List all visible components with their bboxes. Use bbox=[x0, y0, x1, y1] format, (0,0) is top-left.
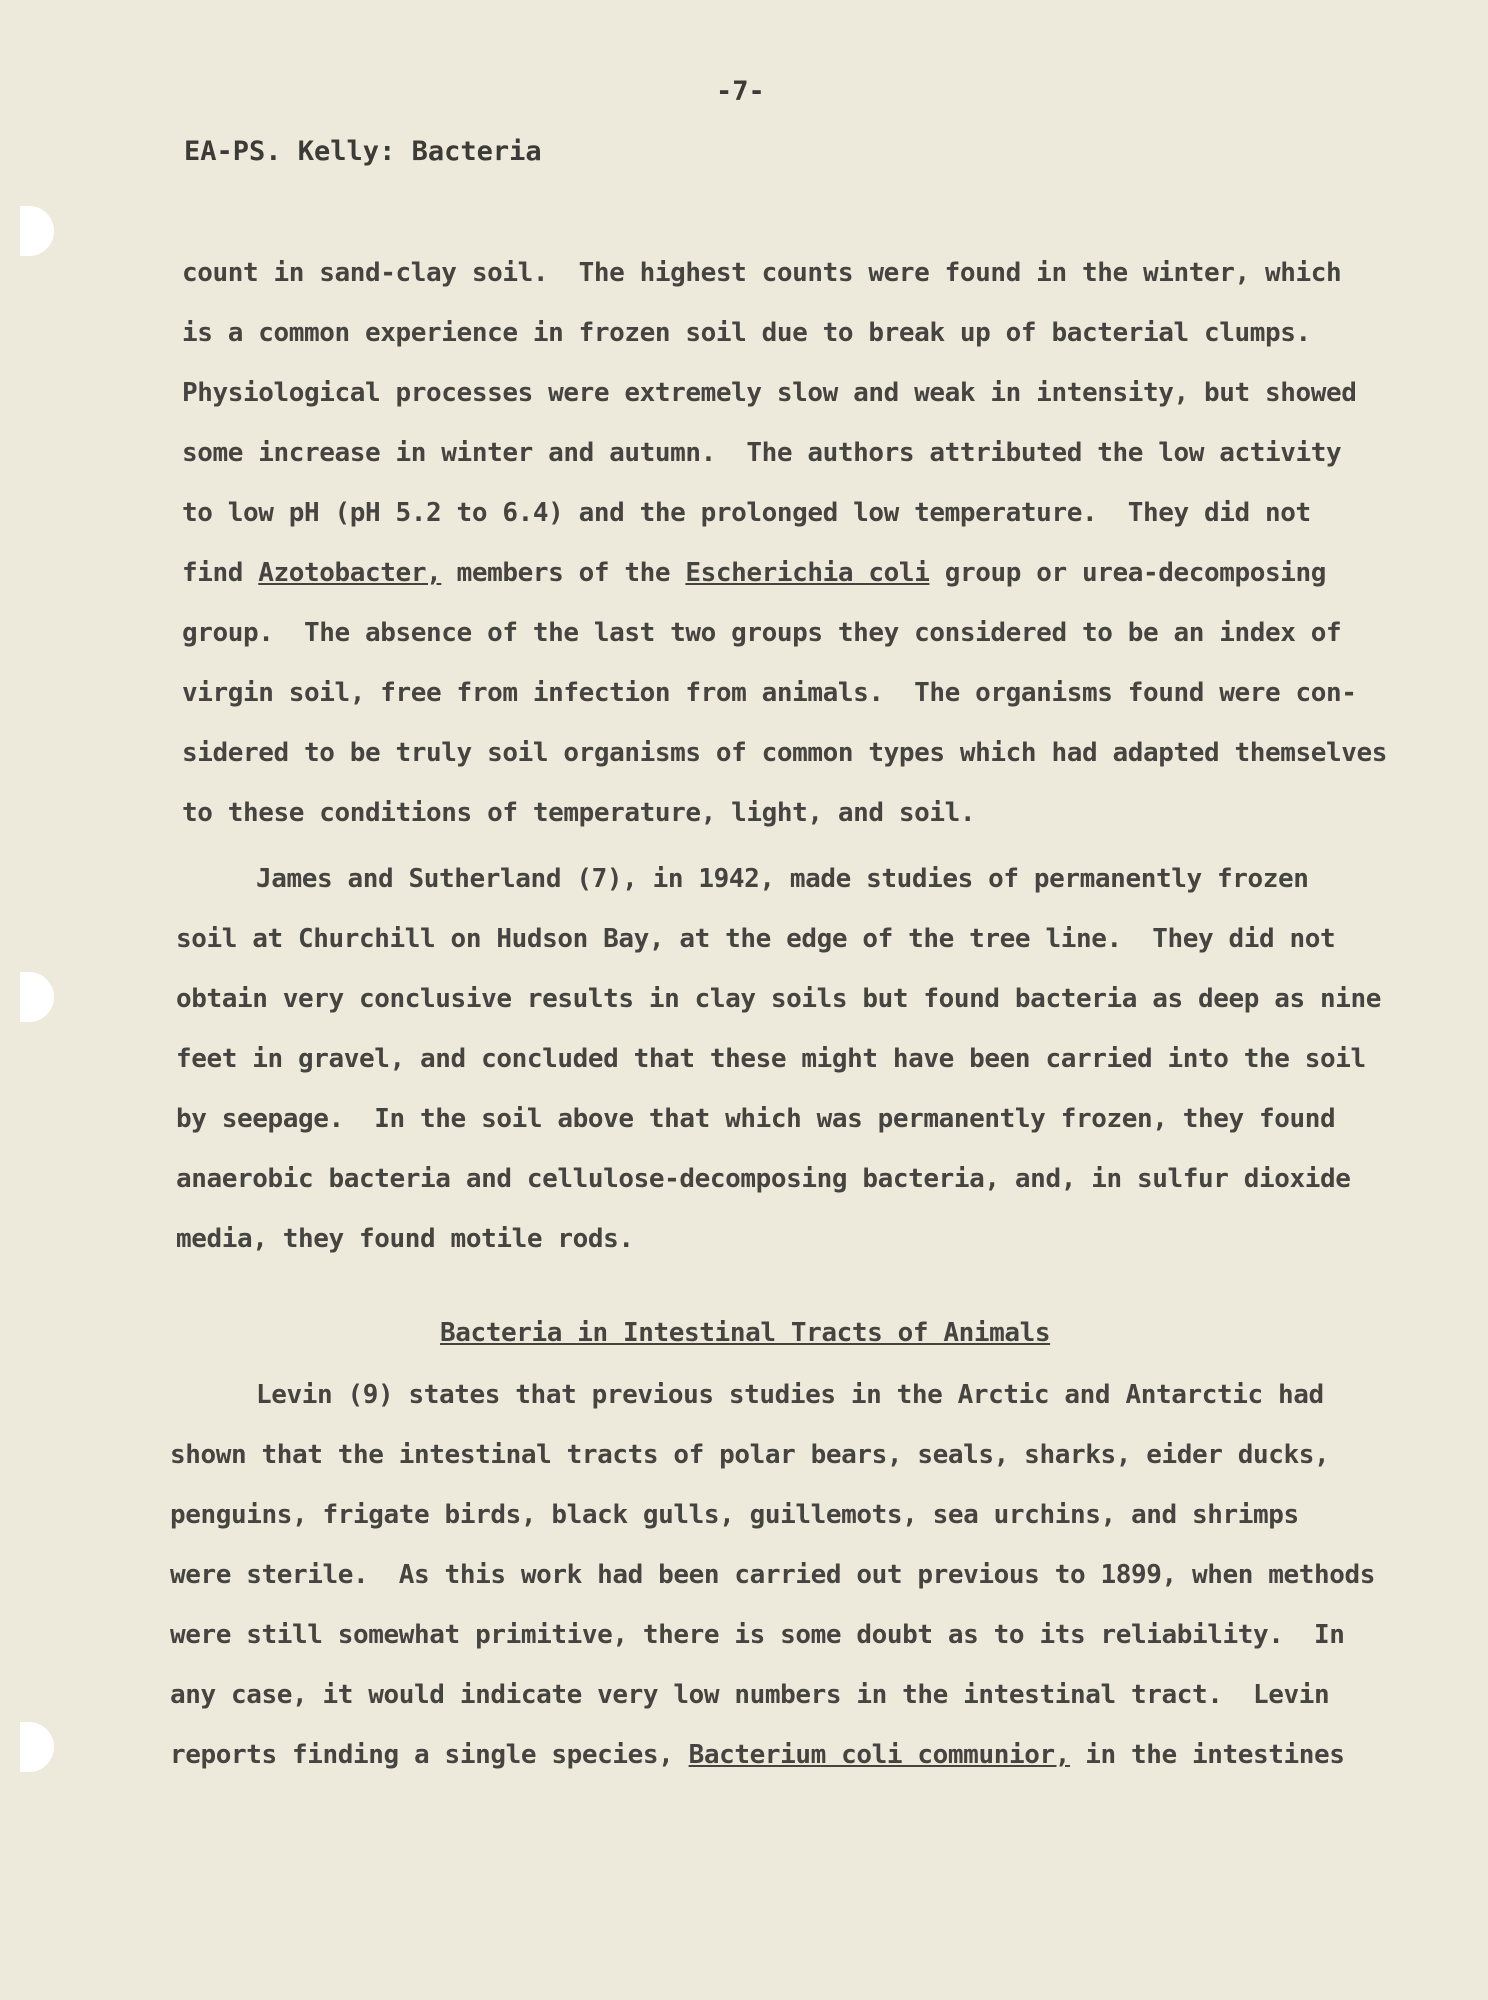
page-number: -7- bbox=[716, 76, 765, 107]
section-heading: Bacteria in Intestinal Tracts of Animals bbox=[440, 1318, 1051, 1348]
text-line: penguins, frigate birds, black gulls, guillemots, sea urchins, and shrimps bbox=[170, 1500, 1299, 1530]
taxon-name: Azotobacter, bbox=[258, 558, 442, 588]
text-run: find bbox=[182, 558, 259, 588]
text-line: James and Sutherland (7), in 1942, made studies of permanently frozen bbox=[256, 864, 1309, 894]
text-line: shown that the intestinal tracts of polar bears, seals, sharks, eider ducks, bbox=[170, 1440, 1330, 1470]
text-line: any case, it would indicate very low numbers in the intestinal tract. Levin bbox=[170, 1680, 1330, 1710]
text-run: in the intestines bbox=[1069, 1740, 1345, 1770]
text-line: feet in gravel, and concluded that these might have been carried into the soil bbox=[176, 1044, 1366, 1074]
text-line: sidered to be truly soil organisms of common types which had adapted themselves bbox=[182, 738, 1388, 768]
taxon-name: Escherichia coli bbox=[685, 558, 930, 588]
text-line: by seepage. In the soil above that which was permanently frozen, they found bbox=[176, 1104, 1336, 1134]
punch-hole bbox=[20, 972, 54, 1022]
text-line: is a common experience in frozen soil due to break up of bacterial clumps. bbox=[182, 318, 1311, 348]
text-line: virgin soil, free from infection from animals. The organisms found were con- bbox=[182, 678, 1357, 708]
text-line: to low pH (pH 5.2 to 6.4) and the prolonged low temperature. They did not bbox=[182, 498, 1311, 528]
text-line: group. The absence of the last two groups they considered to be an index of bbox=[182, 618, 1342, 648]
text-line: some increase in winter and autumn. The authors attributed the low activity bbox=[182, 438, 1342, 468]
text-line: media, they found motile rods. bbox=[176, 1224, 634, 1254]
text-line: were still somewhat primitive, there is some doubt as to its reliability. In bbox=[170, 1620, 1345, 1650]
taxon-name: Bacterium coli communior, bbox=[688, 1740, 1070, 1770]
text-line: to these conditions of temperature, light, and soil. bbox=[182, 798, 976, 828]
text-line: were sterile. As this work had been carried out previous to 1899, when methods bbox=[170, 1560, 1376, 1590]
punch-hole bbox=[20, 206, 54, 256]
text-run: members of the bbox=[441, 558, 686, 588]
text-line bbox=[170, 1740, 1345, 1770]
punch-hole bbox=[20, 1722, 54, 1772]
running-header: EA-PS. Kelly: Bacteria bbox=[184, 136, 542, 167]
text-line: Physiological processes were extremely slow and weak in intensity, but showed bbox=[182, 378, 1357, 408]
text-line: obtain very conclusive results in clay soils but found bacteria as deep as nine bbox=[176, 984, 1382, 1014]
text-line: count in sand-clay soil. The highest counts were found in the winter, which bbox=[182, 258, 1342, 288]
text-run: reports finding a single species, bbox=[170, 1740, 689, 1770]
text-line: Levin (9) states that previous studies in the Arctic and Antarctic had bbox=[256, 1380, 1324, 1410]
text-run: group or urea-decomposing bbox=[929, 558, 1327, 588]
text-line: anaerobic bacteria and cellulose-decomposing bacteria, and, in sulfur dioxide bbox=[176, 1164, 1351, 1194]
text-line: soil at Churchill on Hudson Bay, at the edge of the tree line. They did not bbox=[176, 924, 1336, 954]
text-line bbox=[182, 558, 1326, 588]
